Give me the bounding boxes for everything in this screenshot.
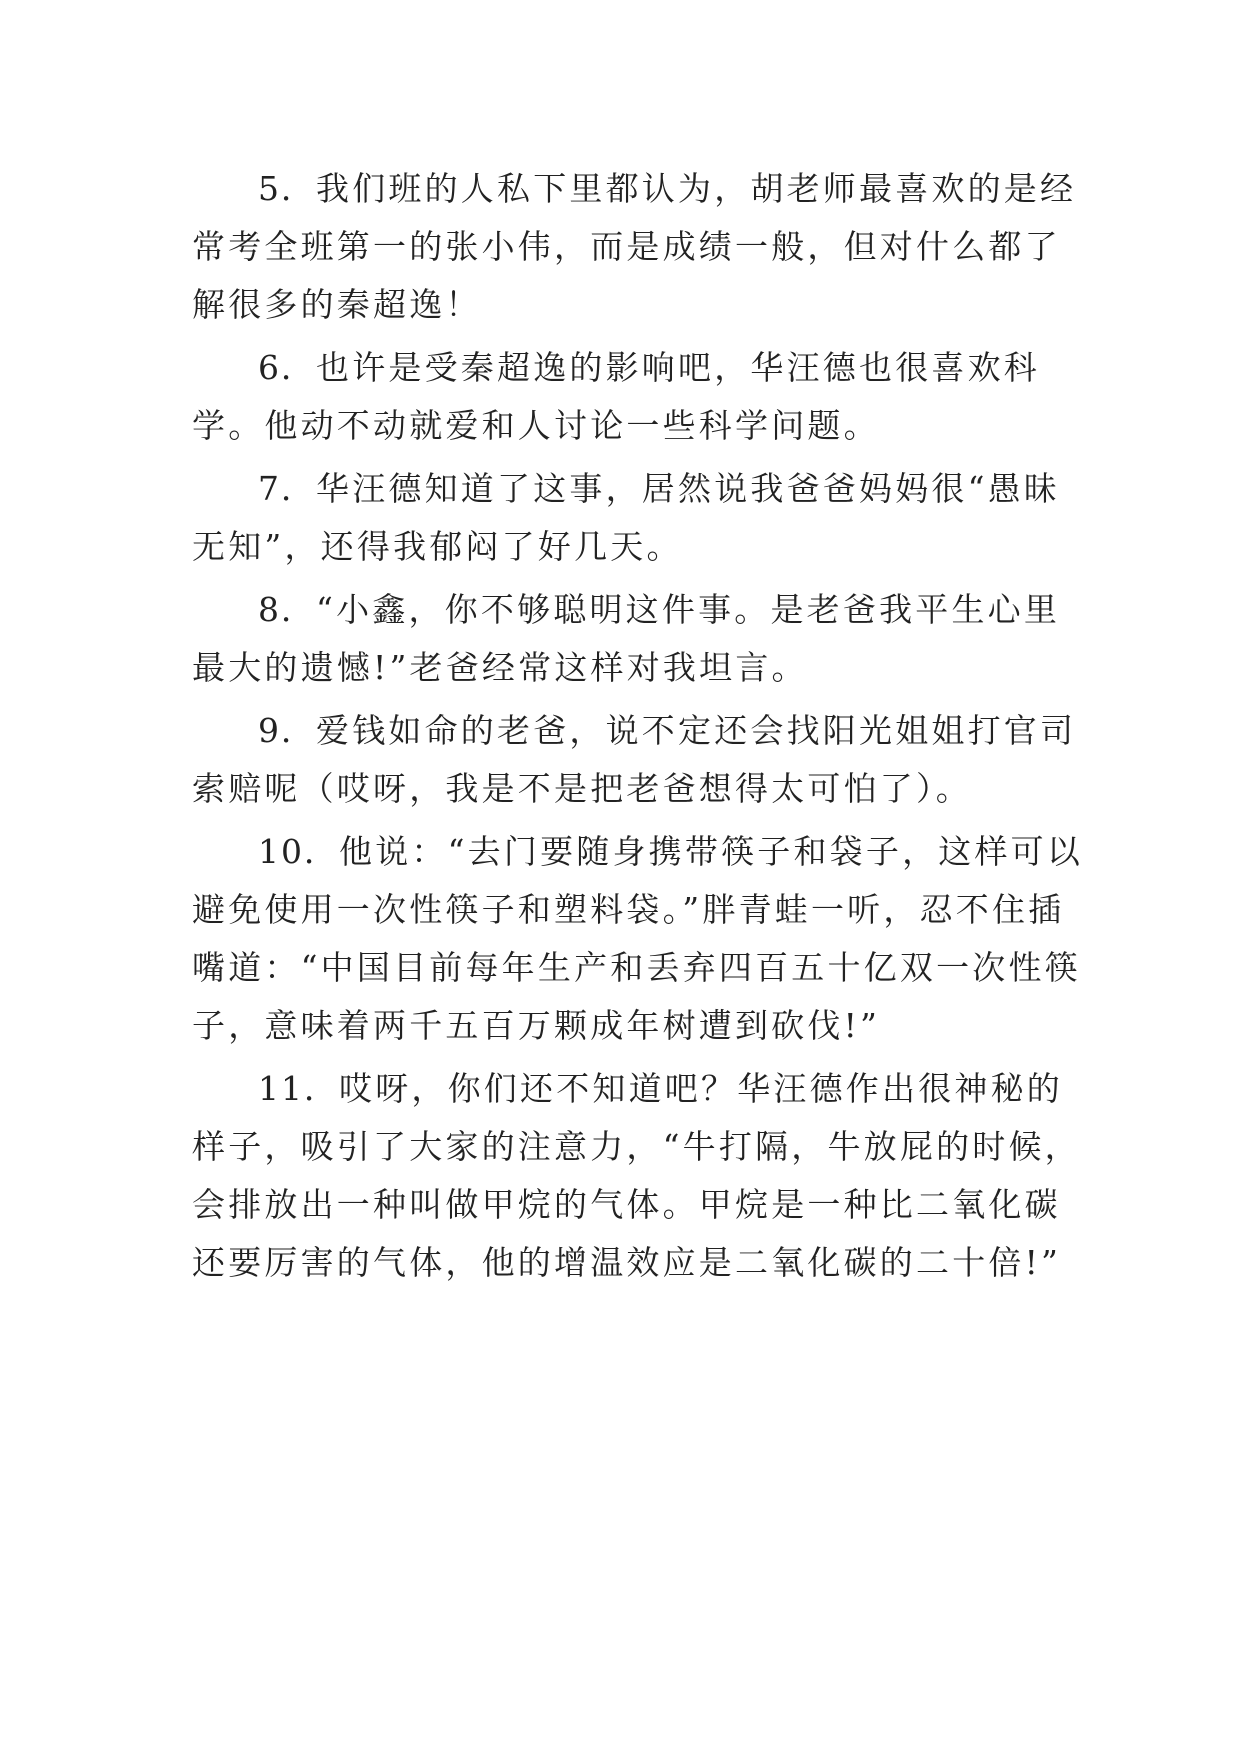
paragraph-number: 8． — [258, 590, 316, 629]
document-body — [192, 160, 1092, 1297]
paragraph-number: 10． — [258, 832, 339, 871]
paragraph-text: 华汪德知道了这事，居然说我爸爸妈妈很“愚昧无知”，还得我郁闷了好几天。 — [192, 469, 1061, 566]
paragraph-8 — [192, 581, 1092, 697]
paragraph-text: 他说：“去门要随身携带筷子和袋子，这样可以避免使用一次性筷子和塑料袋。”胖青蛙一听，忍不住插嘴道：“中国目前每年生产和丢弃四百五十亿双一次性筷子，意味着两千五百万颗成年树遭到砍伐!” — [192, 832, 1084, 1045]
paragraph-6 — [192, 339, 1092, 455]
paragraph-text: “小鑫，你不够聪明这件事。是老爸我平生心里最大的遗憾!”老爸经常这样对我坦言。 — [192, 590, 1061, 687]
paragraph-text: 哎呀，你们还不知道吧？华汪德作出很神秘的样子，吸引了大家的注意力，“牛打隔，牛放屁的时候，会排放出一种叫做甲烷的气体。甲烷是一种比二氧化碳还要厉害的气体，他的增温效应是二氧化碳的二十倍!” — [192, 1069, 1081, 1282]
paragraph-5 — [192, 160, 1092, 334]
paragraph-number: 5． — [258, 169, 316, 208]
paragraph-text: 爱钱如命的老爸，说不定还会找阳光姐姐打官司索赔呢（哎呀，我是不是把老爸想得太可怕了）。 — [192, 711, 1077, 808]
paragraph-number: 7． — [258, 469, 316, 508]
paragraph-number: 6． — [258, 348, 316, 387]
paragraph-number: 9． — [258, 711, 316, 750]
paragraph-7 — [192, 460, 1092, 576]
paragraph-text: 我们班的人私下里都认为，胡老师最喜欢的是经常考全班第一的张小伟，而是成绩一般，但对什么都了解很多的秦超逸！ — [192, 169, 1077, 324]
paragraph-10 — [192, 823, 1092, 1055]
paragraph-text: 也许是受秦超逸的影响吧，华汪德也很喜欢科学。他动不动就爱和人讨论一些科学问题。 — [192, 348, 1040, 445]
paragraph-number: 11． — [258, 1069, 339, 1108]
paragraph-9 — [192, 702, 1092, 818]
paragraph-11 — [192, 1060, 1092, 1292]
